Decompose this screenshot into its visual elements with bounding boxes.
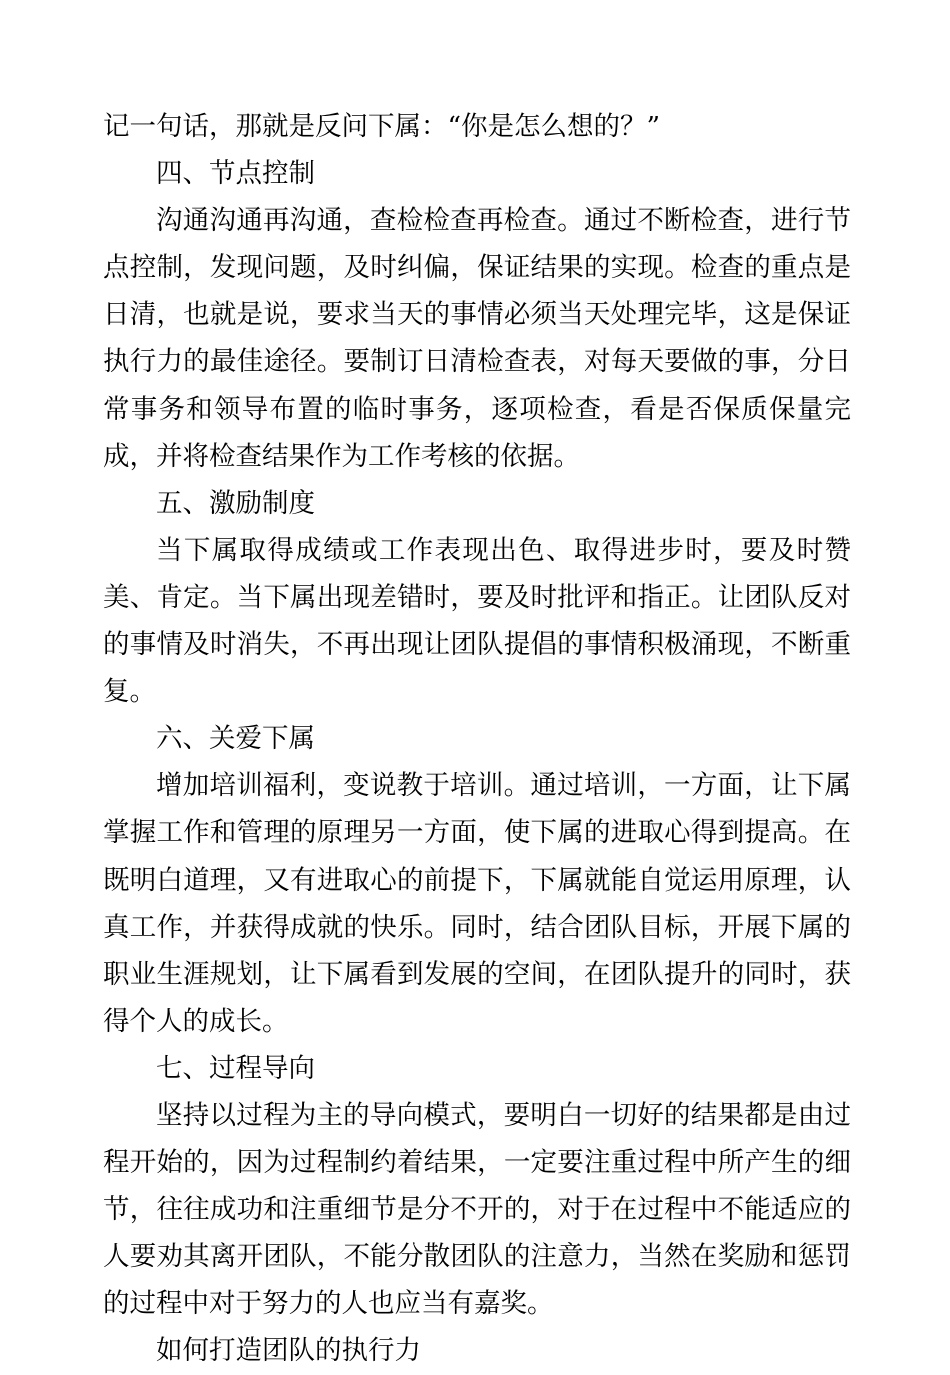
paragraph-incentive-system: 当下属取得成绩或工作表现出色、取得进步时，要及时赞美、肯定。当下属出现差错时，要及时批评和指正。让团队反对的事情及时消失，不再出现让团队提倡的事情积极涌现，不断重复。 <box>103 534 851 708</box>
paragraph-node-control: 沟通沟通再沟通，查检检查再检查。通过不断检查，进行节点控制，发现问题，及时纠偏，保证结果的实现。检查的重点是日清，也就是说，要求当天的事情必须当天处理完毕，这是保证执行力的最佳途径。要制订日清检查表，对每天要做的事，分日常事务和领导布置的临时事务，逐项检查，看是否保质保量完成，并将检查结果作为工作考核的依据。 <box>103 205 851 472</box>
paragraph-process-orientation: 坚持以过程为主的导向模式，要明白一切好的结果都是由过程开始的，因为过程制约着结果，一定要注重过程中所产生的细节，往往成功和注重细节是分不开的，对于在过程中不能适应的人要劝其离开团队，不能分散团队的注意力，当然在奖励和惩罚的过程中对于努力的人也应当有嘉奖。 <box>103 1099 851 1320</box>
document-body <box>103 103 851 1375</box>
section-heading-incentive-system: 五、激励制度 <box>156 487 315 519</box>
continuation-paragraph: 记一句话，那就是反问下属：“你是怎么想的？” <box>103 111 661 142</box>
section-heading-process-orientation: 七、过程导向 <box>156 1052 315 1084</box>
section-heading-node-control: 四、节点控制 <box>156 158 315 190</box>
paragraph-care-subordinates: 增加培训福利，变说教于培训。通过培训，一方面，让下属掌握工作和管理的原理另一方面，使下属的进取心得到提高。在既明白道理，又有进取心的前提下，下属就能自觉运用原理，认真工作，并获得成就的快乐。同时，结合团队目标，开展下属的职业生涯规划，让下属看到发展的空间，在团队提升的同时，获得个人的成长。 <box>103 770 851 1037</box>
section-heading-care-subordinates: 六、关爱下属 <box>156 723 315 755</box>
closing-heading: 如何打造团队的执行力 <box>156 1335 421 1367</box>
